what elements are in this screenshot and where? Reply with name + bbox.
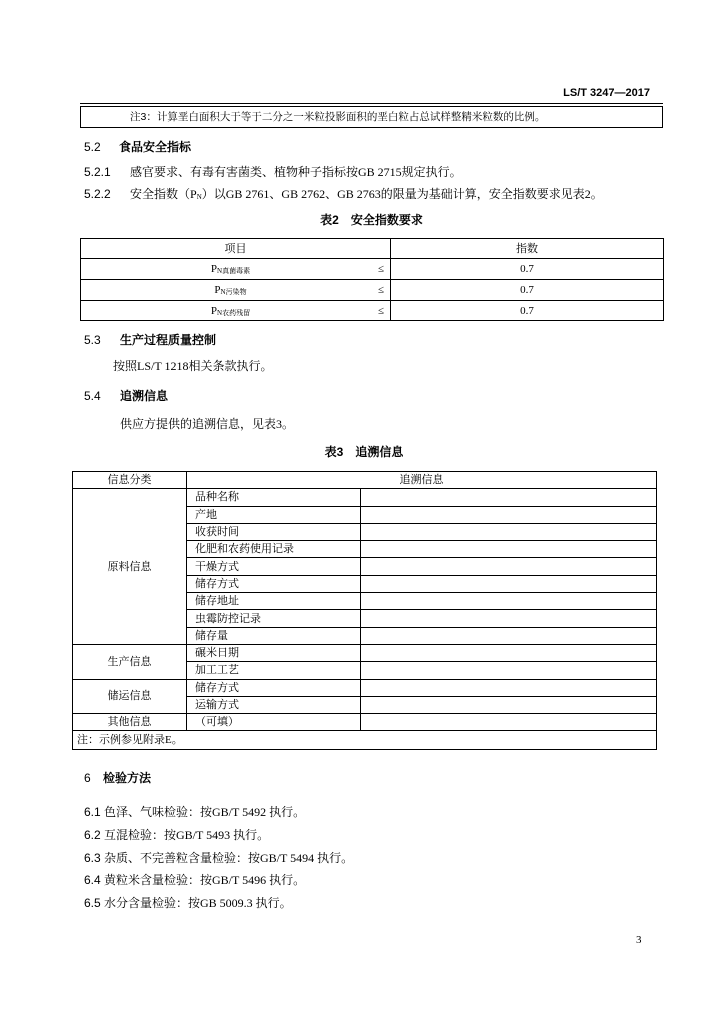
- item-cell: （可填）: [187, 714, 361, 731]
- table-row: [81, 280, 664, 301]
- trace-value-cell: [361, 523, 657, 540]
- clause-text: [130, 186, 603, 202]
- table3-label: 表3: [324, 445, 344, 459]
- item-cell: 收获时间: [187, 523, 361, 540]
- less-equal-operator: ≤: [377, 263, 384, 275]
- table-note-row: [73, 731, 657, 750]
- section-number: 5.3: [84, 333, 101, 347]
- item-cell: 虫霉防控记录: [187, 610, 361, 627]
- table-row: [73, 714, 657, 731]
- clause-number: 6.5: [84, 896, 101, 910]
- index-value: 0.7: [391, 280, 664, 301]
- table2-label: 表2: [320, 213, 339, 227]
- note-text: 注3：计算垩白面积大于等于二分之一米粒投影面积的垩白粒占总试样整精米粒数的比例。: [130, 111, 546, 123]
- clause-text: 感官要求、有毒有害菌类、植物种子指标按GB 2715规定执行。: [130, 165, 462, 179]
- trace-value-cell: [361, 627, 657, 644]
- clause-text: 杂质、不完善粒含量检验：按GB/T 5494 执行。: [104, 851, 354, 865]
- paragraph-text: 按照LS/T 1218相关条款执行。: [113, 359, 273, 373]
- index-symbol: $P_{N污染物}$: [214, 284, 247, 296]
- clause-6-3: [0, 850, 724, 866]
- trace-value-cell: [361, 644, 657, 661]
- item-cell: 加工工艺: [187, 662, 361, 679]
- table-note: 注：示例参见附录E。: [73, 731, 657, 750]
- table3-caption: [72, 444, 656, 460]
- clause-number: 5.2.2: [84, 187, 111, 201]
- header-item: 项目: [81, 239, 391, 259]
- item-cell: [81, 280, 391, 301]
- item-cell: [81, 259, 391, 280]
- clause-text: 色泽、气味检验：按GB/T 5492 执行。: [104, 805, 306, 819]
- table-row: [81, 301, 664, 321]
- less-equal-operator: ≤: [377, 304, 384, 317]
- table-row: [73, 679, 657, 696]
- paragraph-5-4: [0, 416, 724, 432]
- trace-value-cell: [361, 541, 657, 558]
- section-title: 生产过程质量控制: [120, 333, 217, 347]
- note-box: [80, 106, 663, 128]
- index-symbol: $P_{N农药残留}$: [210, 304, 251, 317]
- item-cell: 品种名称: [187, 489, 361, 506]
- item-cell: 储存方式: [187, 679, 361, 696]
- trace-value-cell: [361, 610, 657, 627]
- header-rule: [80, 103, 663, 104]
- header-category: 信息分类: [73, 472, 187, 489]
- traceability-table: [72, 471, 657, 750]
- item-cell: 储存方式: [187, 575, 361, 592]
- page-number: 3: [636, 934, 642, 946]
- item-cell: 干燥方式: [187, 558, 361, 575]
- section-number: 6: [84, 771, 91, 785]
- trace-value-cell: [361, 506, 657, 523]
- clause-6-5: [0, 895, 724, 911]
- category-cell: 原料信息: [73, 489, 187, 645]
- table-row: [81, 259, 664, 280]
- item-cell: 运输方式: [187, 696, 361, 713]
- item-cell: 产地: [187, 506, 361, 523]
- clause-text: 互混检验：按GB/T 5493 执行。: [104, 828, 270, 842]
- table3-title: 追溯信息: [355, 445, 404, 459]
- clause-text-before: 安全指数（P: [130, 187, 197, 201]
- section-heading-5-2: [0, 139, 724, 155]
- paragraph-5-3: [0, 358, 724, 374]
- safety-index-table: [80, 238, 664, 321]
- document-number: LS/T 3247—2017: [563, 87, 650, 99]
- item-cell: [81, 301, 391, 321]
- clause-6-1: [0, 804, 724, 820]
- trace-value-cell: [361, 662, 657, 679]
- subscript-n: N: [196, 193, 202, 201]
- clause-6-2: [0, 827, 724, 843]
- clause-6-4: [0, 872, 724, 888]
- table2-caption: [80, 212, 663, 228]
- clause-5-2-2: [0, 186, 724, 202]
- clause-text: 水分含量检验：按GB 5009.3 执行。: [104, 896, 292, 910]
- clause-text-after: ）以GB 2761、GB 2762、GB 2763的限量为基础计算，安全指数要求见表2。: [201, 187, 603, 201]
- item-cell: 碾米日期: [187, 644, 361, 661]
- table-header-row: [81, 239, 664, 259]
- section-number: 5.4: [84, 389, 101, 403]
- index-symbol: $P_{N真菌毒素}$: [210, 263, 251, 275]
- table-header-row: [73, 472, 657, 489]
- clause-5-2-1: [0, 164, 724, 180]
- clause-text: 黄粒米含量检验：按GB/T 5496 执行。: [104, 873, 306, 887]
- clause-number: 6.4: [84, 873, 101, 887]
- trace-value-cell: [361, 714, 657, 731]
- header-index: 指数: [391, 239, 664, 259]
- section-number: 5.2: [84, 140, 101, 154]
- trace-value-cell: [361, 593, 657, 610]
- category-cell: 储运信息: [73, 679, 187, 714]
- trace-value-cell: [361, 575, 657, 592]
- trace-value-cell: [361, 696, 657, 713]
- header-trace-info: 追溯信息: [187, 472, 657, 489]
- table-row: [73, 489, 657, 506]
- section-heading-6: [0, 770, 724, 786]
- item-cell: 化肥和农药使用记录: [187, 541, 361, 558]
- section-heading-5-3: [0, 332, 724, 348]
- category-cell: 生产信息: [73, 644, 187, 679]
- clause-number: 6.1: [84, 805, 101, 819]
- index-value: 0.7: [391, 259, 664, 280]
- table2-title: 安全指数要求: [350, 213, 423, 227]
- section-title: 食品安全指标: [119, 140, 192, 154]
- item-cell: 储存地址: [187, 593, 361, 610]
- clause-number: 6.2: [84, 828, 101, 842]
- clause-number: 5.2.1: [84, 165, 111, 179]
- section-heading-5-4: [0, 388, 724, 404]
- item-cell: 储存量: [187, 627, 361, 644]
- category-cell: 其他信息: [73, 714, 187, 731]
- section-title: 检验方法: [103, 771, 152, 785]
- less-equal-operator: ≤: [377, 284, 384, 296]
- index-value: 0.7: [391, 301, 664, 321]
- trace-value-cell: [361, 558, 657, 575]
- paragraph-text: 供应方提供的追溯信息，见表3。: [120, 417, 295, 431]
- trace-value-cell: [361, 679, 657, 696]
- section-title: 追溯信息: [120, 389, 169, 403]
- clause-number: 6.3: [84, 851, 101, 865]
- table-row: [73, 644, 657, 661]
- trace-value-cell: [361, 489, 657, 506]
